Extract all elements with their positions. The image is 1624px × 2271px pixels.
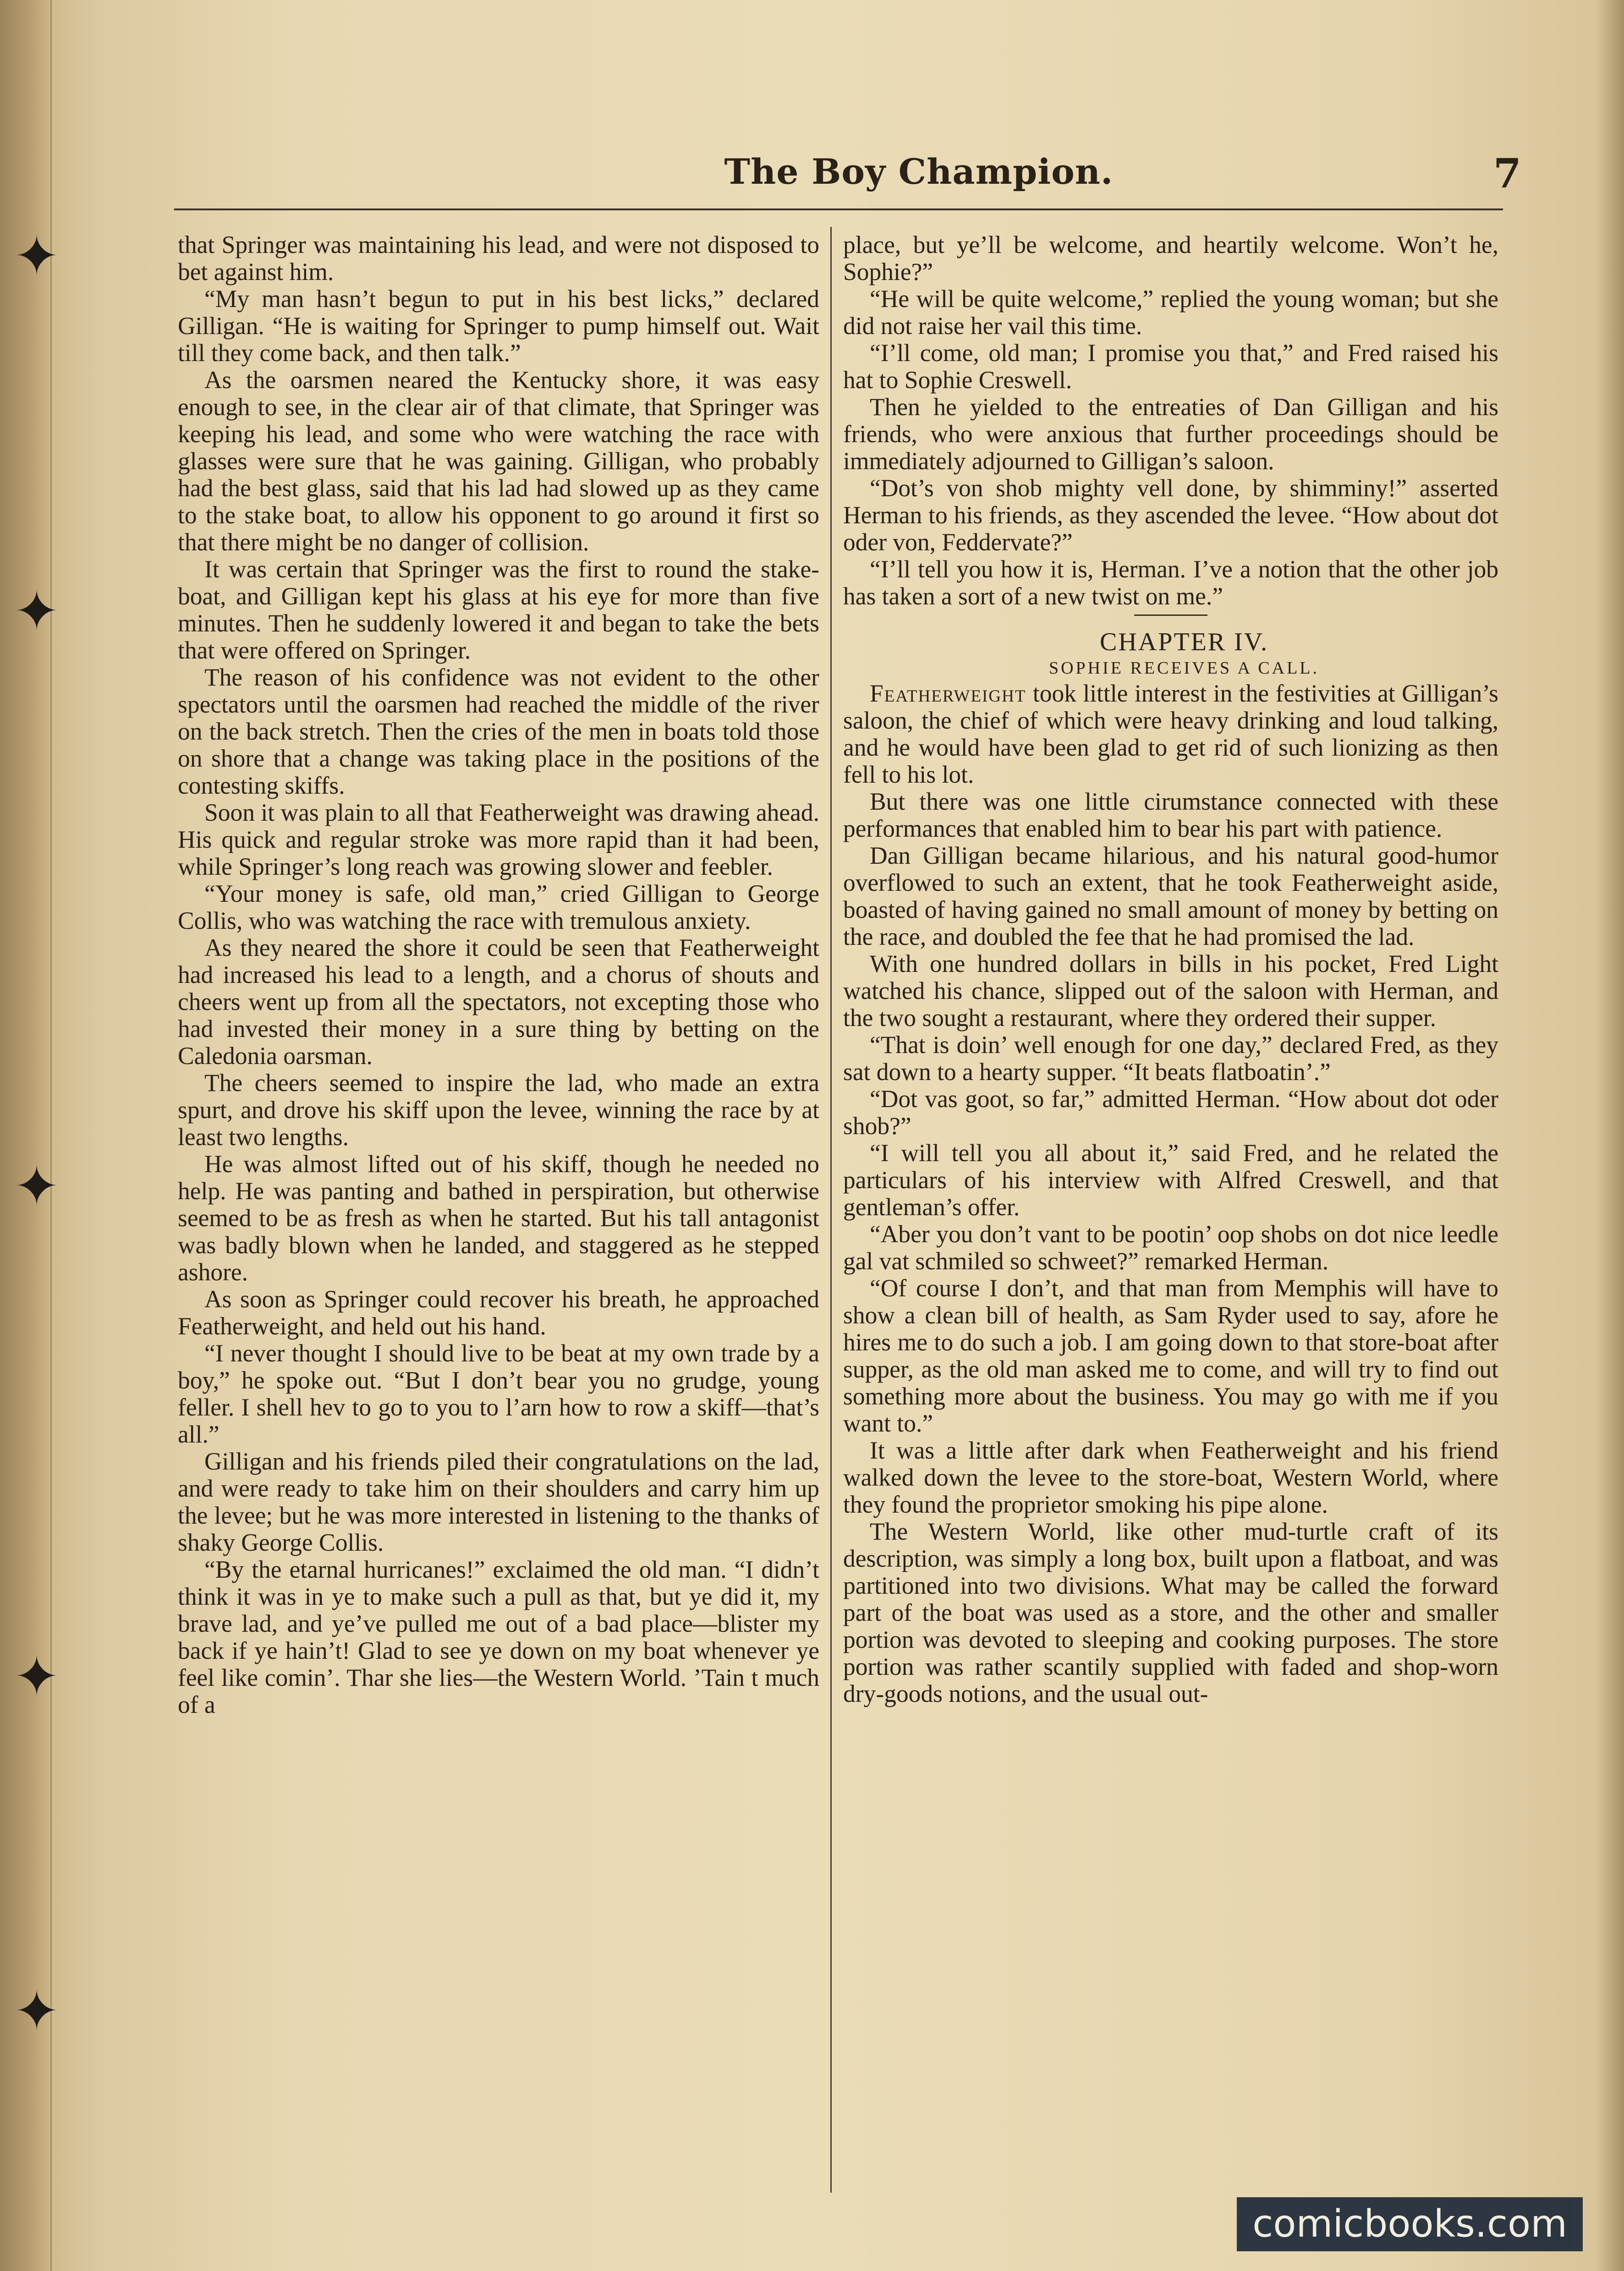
paragraph: The Western World, like other mud-turtle craft of its description, was simply a long box, built upon a flatboat, and was partitioned into two divisions. What may be called the forward part of the boat was used as a store, and the other and smaller portion was devoted to sleeping and cooking purposes. The store portion was rather scantily supplied with faded and shop-worn dry-goods notions, and the usual out- (843, 1518, 1498, 1707)
paragraph: “Dot’s von shob mighty vell done, by shimminy!” asserted Herman to his friends, as they ascended the levee. “How about dot oder von, Feddervate?” (843, 474, 1498, 556)
chapter-subtitle: SOPHIE RECEIVES A CALL. (1048, 658, 1320, 678)
opening-text: took little interest in the festivities at Gilligan’s saloon, the chief of which were heavy drinking and loud talking, and he would have been glad to get rid of such lionizing as then fell to his lot. (843, 680, 1498, 788)
chapter-opening-paragraph (843, 680, 1498, 788)
paragraph: “I’ll tell you how it is, Herman. I’ve a notion that the other job has taken a sort of a new twist on me.” (843, 555, 1498, 610)
paragraph: place, but ye’ll be welcome, and heartily welcome. Won’t he, Sophie?” (843, 231, 1498, 285)
paragraph: It was a little after dark when Featherweight and his friend walked down the levee to the store-boat, Western World, where they found the proprietor smoking his pipe alone. (843, 1437, 1498, 1518)
site-watermark: comicbooks.com (1237, 2197, 1583, 2251)
staple-hole-5: ✦ (13, 1980, 60, 2043)
right-column (843, 231, 1498, 2170)
page-number: 7 (1493, 149, 1521, 197)
paragraph: Soon it was plain to all that Featherweight was drawing ahead. His quick and regular stroke was more rapid than it had been, while Springer’s long reach was growing slower and feebler. (178, 799, 819, 880)
paragraph: that Springer was maintaining his lead, and were not disposed to bet against him. (178, 231, 819, 285)
staple-hole-1: ✦ (13, 225, 60, 288)
paragraph: But there was one little cirumstance connected with these performances that enabled him to bear his part with patience. (843, 788, 1498, 842)
staple-hole-2: ✦ (13, 580, 60, 643)
paragraph: Dan Gilligan became hilarious, and his natural good-humor overflowed to such an extent, that he took Featherweight aside, boasted of having gained no small amount of money by betting on the race, and doubled the fee that he had promised the lad. (843, 842, 1498, 950)
binding-gutter (0, 0, 52, 2271)
paragraph: “Your money is safe, old man,” cried Gilligan to George Collis, who was watching the race with tremulous anxiety. (178, 880, 819, 934)
chapter-title: CHAPTER IV. (1099, 628, 1268, 656)
paragraph: “Dot vas goot, so far,” admitted Herman. “How about dot oder shob?” (843, 1085, 1498, 1140)
staple-hole-4: ✦ (13, 1645, 60, 1709)
paragraph: “He will be quite welcome,” replied the young woman; but she did not raise her vail this time. (843, 285, 1498, 340)
paragraph: “Of course I don’t, and that man from Memphis will have to show a clean bill of health, as Sam Ryder used to say, afore he hires me to do such a job. I am going down to that store-boat after supper, as the old man asked me to come, and will try to find out something more about the business. You may go with me if you want to.” (843, 1274, 1498, 1437)
header-rule (174, 208, 1503, 210)
left-column (178, 231, 819, 2170)
column-divider (830, 227, 832, 2193)
opening-word: Featherweight (870, 680, 1026, 707)
paragraph: As soon as Springer could recover his breath, he approached Featherweight, and held out his hand. (178, 1285, 819, 1340)
paragraph: The cheers seemed to inspire the lad, who made an extra spurt, and drove his skiff upon the levee, winning the race by at least two lengths. (178, 1069, 819, 1151)
paragraph: “That is doin’ well enough for one day,” declared Fred, as they sat down to a hearty supper. “It beats flatboatin’.” (843, 1031, 1498, 1086)
paragraph: “By the etarnal hurricanes!” exclaimed the old man. “I didn’t think it was in ye to make such a pull as that, but ye did it, my brave lad, and ye’ve pulled me out of a bad place—blister my back if ye hain’t! Glad to see ye down on my boat whenever ye feel like comin’. Thar she lies—the Western World. ’Tain t much of a (178, 1556, 819, 1718)
paragraph: “My man hasn’t begun to put in his best licks,” declared Gilligan. “He is waiting for Springer to pump himself out. Wait till they come back, and then talk.” (178, 285, 819, 367)
page-edge (1597, 0, 1624, 2271)
paragraph: “Aber you don’t vant to be pootin’ oop shobs on dot nice leedle gal vat schmiled so schweet?” remarked Herman. (843, 1220, 1498, 1275)
paragraph: “I will tell you all about it,” said Fred, and he related the particulars of his interview with Alfred Creswell, and that gentleman’s offer. (843, 1139, 1498, 1221)
paragraph: With one hundred dollars in bills in his pocket, Fred Light watched his chance, slipped out of the saloon with Herman, and the two sought a restaurant, where they ordered their supper. (843, 950, 1498, 1031)
paragraph: As they neared the shore it could be seen that Featherweight had increased his lead to a length, and a chorus of shouts and cheers went up from all the spectators, not excepting those who had invested their money in a sure thing by betting on the Caledonia oarsman. (178, 934, 819, 1070)
staple-hole-3: ✦ (13, 1155, 60, 1218)
paragraph: It was certain that Springer was the first to round the stake-boat, and Gilligan kept his glass at his eye for more than five minutes. Then he suddenly lowered it and began to take the bets that were offered on Springer. (178, 555, 819, 664)
paragraph: Gilligan and his friends piled their congratulations on the lad, and were ready to take him on their shoulders and carry him up the levee; but he was more interested in listening to the thanks of shaky George Collis. (178, 1448, 819, 1556)
page-title: The Boy Champion. (724, 151, 1114, 192)
paragraph: As the oarsmen neared the Kentucky shore, it was easy enough to see, in the clear air of that climate, that Springer was keeping his lead, and some who were watching the race with glasses were sure that he was gaining. Gilligan, who probably had the best glass, said that his lad had slowed up as they came to the stake boat, to allow his opponent to go around it first so that there might be no danger of collision. (178, 366, 819, 556)
paragraph: Then he yielded to the entreaties of Dan Gilligan and his friends, who were anxious that further proceedings should be immediately adjourned to Gilligan’s saloon. (843, 393, 1498, 475)
paragraph: He was almost lifted out of his skiff, though he needed no help. He was panting and bathed in perspiration, but otherwise seemed to be as fresh as when he started. But his tall antagonist was badly blown when he landed, and staggered as he stepped ashore. (178, 1150, 819, 1286)
paragraph: “I’ll come, old man; I promise you that,” and Fred raised his hat to Sophie Creswell. (843, 339, 1498, 394)
paragraph: The reason of his confidence was not evident to the other spectators until the oarsmen had reached the middle of the river on the back stretch. Then the cries of the men in boats told those on shore that a change was taking place in the positions of the contesting skiffs. (178, 664, 819, 799)
running-head (174, 151, 1549, 202)
paragraph: “I never thought I should live to be beat at my own trade by a boy,” he spoke out. “But I don’t bear you no grudge, young feller. I shell hev to go to you to l’arn how to row a skiff—that’s all.” (178, 1339, 819, 1448)
section-divider (1134, 614, 1207, 616)
